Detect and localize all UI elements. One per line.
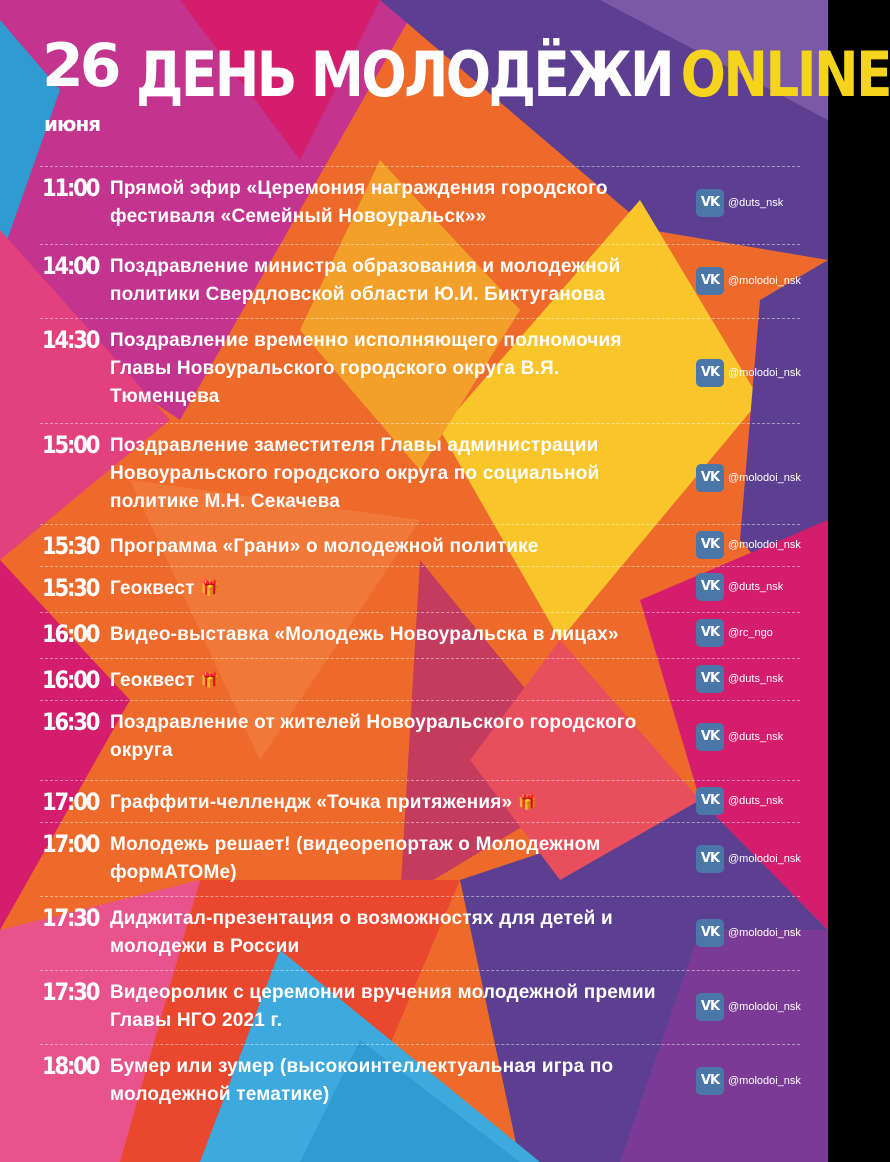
- event-title-line: [110, 905, 680, 933]
- vk-icon: VK: [696, 845, 724, 873]
- event-title-line: [110, 831, 680, 859]
- event-title-text: Диджитал-презентация о возможностях для детей и: [110, 908, 613, 929]
- vk-handle: @molodoi_nsk: [728, 853, 801, 865]
- vk-icon: VK: [696, 359, 724, 387]
- event-title: [110, 979, 680, 1035]
- event-title-line: [110, 533, 680, 561]
- event-title-text: формАТОМе): [110, 862, 237, 883]
- vk-link[interactable]: [696, 359, 806, 387]
- event-title: [110, 175, 680, 231]
- title-online: ONLINE: [680, 38, 890, 111]
- schedule-row: [40, 612, 800, 648]
- event-title-line: [110, 1081, 680, 1109]
- vk-handle: @rc_ngo: [728, 627, 773, 639]
- event-title-text: Поздравление заместителя Главы администрации: [110, 435, 599, 456]
- event-title-text: Граффити-челлендж «Точка притяжения»: [110, 792, 513, 813]
- vk-link[interactable]: [696, 619, 806, 647]
- header: [36, 30, 890, 140]
- event-title-text: Прямой эфир «Церемония награждения городского: [110, 178, 608, 199]
- event-title-text: Бумер или зумер (высокоинтеллектуальная игра по: [110, 1056, 614, 1077]
- vk-link[interactable]: [696, 919, 806, 947]
- event-title-text: Тюменцева: [110, 386, 220, 407]
- vk-icon: VK: [696, 267, 724, 295]
- vk-link[interactable]: [696, 531, 806, 559]
- event-title-line: [110, 281, 680, 309]
- event-title: [110, 432, 680, 516]
- event-title-line: [110, 355, 680, 383]
- schedule-row: [40, 780, 800, 816]
- event-title-text: молодежи в России: [110, 936, 300, 957]
- event-time: 14:30: [42, 326, 99, 354]
- vk-icon: VK: [696, 665, 724, 693]
- event-title: [110, 789, 680, 817]
- schedule-row: [40, 423, 801, 512]
- event-title-line: [110, 737, 680, 765]
- vk-link[interactable]: [696, 845, 806, 873]
- schedule-row: [40, 524, 801, 560]
- vk-icon: VK: [696, 531, 724, 559]
- event-title-text: Геоквест: [110, 578, 195, 599]
- vk-icon: VK: [696, 189, 724, 217]
- event-title-text: Видео-выставка «Молодежь Новоуральска в лицах»: [110, 624, 619, 645]
- event-time: 17:00: [42, 788, 99, 816]
- event-title: [110, 667, 680, 695]
- event-title-line: [110, 175, 680, 203]
- event-title-line: [110, 979, 680, 1007]
- schedule-row: [40, 700, 800, 761]
- event-title: [110, 831, 680, 887]
- vk-link[interactable]: [696, 993, 806, 1021]
- event-time: 16:00: [42, 666, 99, 694]
- vk-link[interactable]: [696, 665, 806, 693]
- event-time: 15:30: [42, 532, 99, 560]
- event-title-line: [110, 460, 680, 488]
- vk-icon: VK: [696, 573, 724, 601]
- vk-handle: @duts_nsk: [728, 731, 784, 743]
- schedule-row: [40, 244, 801, 305]
- event-title-line: [110, 1007, 680, 1035]
- event-time: 11:00: [42, 174, 99, 202]
- event-title: [110, 621, 680, 649]
- event-title: [110, 709, 680, 765]
- event-time: 16:00: [42, 620, 99, 648]
- vk-link[interactable]: [696, 787, 806, 815]
- event-time: 16:30: [42, 708, 99, 736]
- event-title-line: [110, 383, 680, 411]
- vk-handle: @duts_nsk: [728, 673, 784, 685]
- gift-icon: 🎁: [518, 794, 538, 811]
- event-title-line: [110, 933, 680, 961]
- event-title-line: [110, 432, 680, 460]
- vk-icon: VK: [696, 723, 724, 751]
- vk-handle: @molodoi_nsk: [728, 1075, 801, 1087]
- schedule-row: [40, 658, 800, 694]
- event-title-text: Поздравление министра образования и молодежной: [110, 256, 621, 277]
- event-time: 17:30: [42, 904, 99, 932]
- event-time: 15:00: [42, 431, 99, 459]
- event-title: [110, 905, 680, 961]
- event-time: 14:00: [42, 252, 99, 280]
- vk-link[interactable]: [696, 267, 806, 295]
- event-title-line: [110, 621, 680, 649]
- schedule-row: [40, 822, 801, 883]
- event-title: [110, 575, 680, 603]
- event-title-text: Поздравление временно исполняющего полномочия: [110, 330, 622, 351]
- vk-icon: VK: [696, 919, 724, 947]
- event-title-line: [110, 488, 680, 516]
- event-title-line: [110, 859, 680, 887]
- event-title-text: политики Свердловской области Ю.И. Биктуганова: [110, 284, 606, 305]
- event-title-line: [110, 203, 680, 231]
- event-title: [110, 253, 680, 309]
- event-title-text: Главы Новоуральского городского округа В.Я.: [110, 358, 560, 379]
- event-title-line: [110, 253, 680, 281]
- schedule-row: [40, 1044, 801, 1105]
- vk-handle: @duts_nsk: [728, 197, 784, 209]
- page-title: [136, 38, 890, 111]
- event-title: [110, 533, 680, 561]
- event-title-text: округа: [110, 740, 173, 761]
- vk-icon: VK: [696, 1067, 724, 1095]
- event-title-text: Программа «Грани» о молодежной политике: [110, 536, 539, 557]
- event-title-text: Новоуральского городского округа по социальной: [110, 463, 600, 484]
- vk-handle: @molodoi_nsk: [728, 472, 801, 484]
- vk-handle: @molodoi_nsk: [728, 539, 801, 551]
- event-title-text: Видеоролик с церемонии вручения молодежной премии: [110, 982, 656, 1003]
- vk-icon: VK: [696, 464, 724, 492]
- date-day: 26: [42, 31, 118, 101]
- event-title-text: политике М.Н. Секачева: [110, 491, 340, 512]
- schedule-row: [40, 970, 801, 1031]
- event-title-line: [110, 709, 680, 737]
- event-time: 17:00: [42, 830, 99, 858]
- vk-link[interactable]: [696, 1067, 806, 1095]
- event-title-line: [110, 575, 680, 603]
- gift-icon: 🎁: [200, 580, 220, 597]
- title-text: ДЕНЬ МОЛОДЁЖИ: [136, 38, 673, 111]
- event-title-text: молодежной тематике): [110, 1084, 330, 1105]
- event-title-text: Главы НГО 2021 г.: [110, 1010, 283, 1031]
- gift-icon: 🎁: [200, 672, 220, 689]
- vk-link[interactable]: [696, 464, 806, 492]
- event-title-line: [110, 327, 680, 355]
- vk-handle: @duts_nsk: [728, 795, 784, 807]
- event-title-line: [110, 1053, 680, 1081]
- vk-link[interactable]: [696, 573, 806, 601]
- event-title-line: [110, 789, 680, 817]
- vk-handle: @molodoi_nsk: [728, 1001, 801, 1013]
- schedule-row: [40, 566, 800, 602]
- vk-icon: VK: [696, 619, 724, 647]
- vk-handle: @molodoi_nsk: [728, 275, 801, 287]
- schedule-row: [40, 318, 801, 407]
- vk-link[interactable]: [696, 189, 806, 217]
- schedule-row: [40, 896, 801, 957]
- event-time: 18:00: [42, 1052, 99, 1080]
- vk-icon: VK: [696, 787, 724, 815]
- event-title: [110, 327, 680, 411]
- event-title-text: Геоквест: [110, 670, 195, 691]
- event-time: 17:30: [42, 978, 99, 1006]
- event-title: [110, 1053, 680, 1109]
- event-title-text: Молодежь решает! (видеорепортаж о Молодежном: [110, 834, 601, 855]
- vk-handle: @molodoi_nsk: [728, 927, 801, 939]
- event-time: 15:30: [42, 574, 99, 602]
- vk-icon: VK: [696, 993, 724, 1021]
- event-title-line: [110, 667, 680, 695]
- vk-handle: @molodoi_nsk: [728, 367, 801, 379]
- event-title-text: фестиваля «Семейный Новоуральск»»: [110, 206, 487, 227]
- vk-link[interactable]: [696, 723, 806, 751]
- schedule-row: [40, 166, 800, 227]
- event-title-text: Поздравление от жителей Новоуральского городского: [110, 712, 637, 733]
- date-month: июня: [44, 112, 101, 136]
- vk-handle: @duts_nsk: [728, 581, 784, 593]
